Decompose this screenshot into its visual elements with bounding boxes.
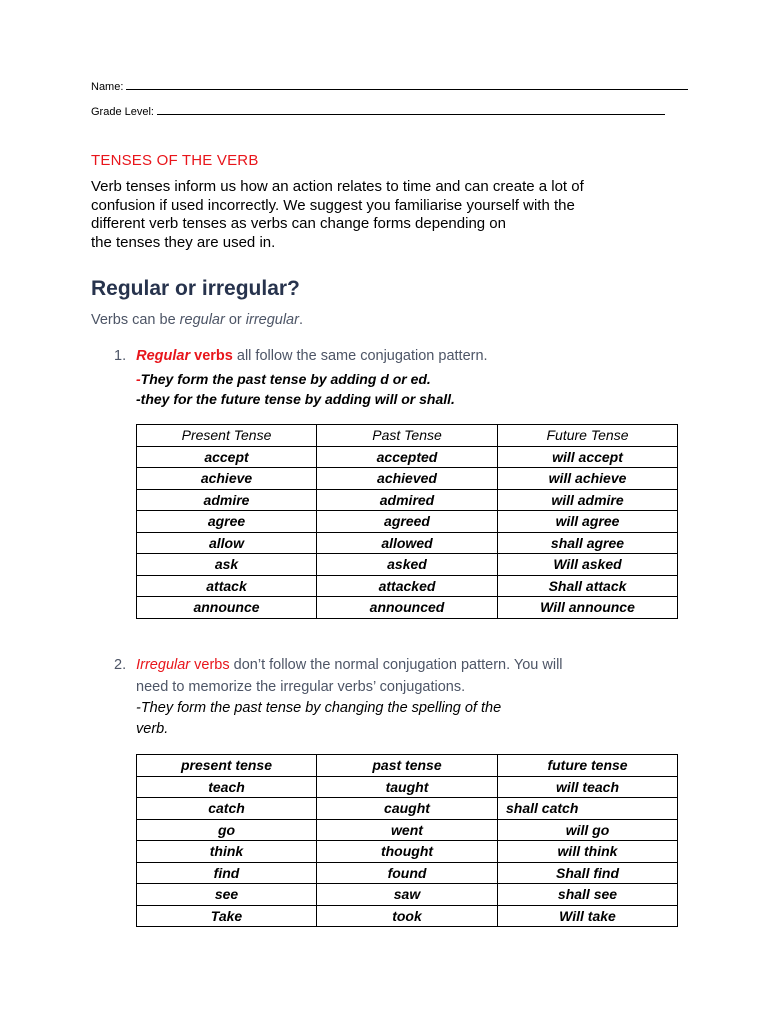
- irregular-rule-1: -They form the past tense by changing the spelling of the: [136, 700, 502, 716]
- rule-text: They form the past tense by adding d or ed.: [140, 371, 431, 387]
- intro-line: Verb tenses inform us how an action relates to time and can create a lot of: [91, 178, 584, 195]
- irregular-verbs-table: [136, 754, 678, 927]
- intro-line: different verb tenses as verbs can change forms depending on: [91, 215, 506, 232]
- list-number: 1.: [114, 348, 127, 364]
- table-cell: achieve: [137, 468, 317, 490]
- name-field[interactable]: [91, 80, 688, 93]
- grade-level-line[interactable]: [157, 105, 665, 115]
- table-cell: see: [137, 884, 317, 906]
- list-number: 2.: [114, 657, 127, 673]
- regular-verbs-item: [114, 348, 488, 364]
- table-row: [137, 819, 678, 841]
- table-cell: accept: [137, 446, 317, 468]
- table-cell: Shall attack: [498, 575, 678, 597]
- table-cell: shall agree: [498, 532, 678, 554]
- table-cell: will achieve: [498, 468, 678, 490]
- regular-rule-2: -they for the future tense by adding will or shall.: [136, 391, 455, 407]
- table-cell: think: [137, 841, 317, 863]
- regular-verbs-title: [136, 348, 233, 364]
- table-cell: caught: [317, 798, 498, 820]
- regular-verbs-table: [136, 424, 678, 619]
- regular-rule-1: [136, 371, 431, 387]
- table-header-cell: Past Tense: [317, 425, 498, 447]
- table-cell: found: [317, 862, 498, 884]
- table-cell: Will asked: [498, 554, 678, 576]
- table-row: [137, 884, 678, 906]
- subtext-regular: regular: [179, 312, 225, 328]
- table-row: [137, 862, 678, 884]
- table-cell: went: [317, 819, 498, 841]
- grade-level-field[interactable]: [91, 105, 665, 118]
- table-cell: will teach: [498, 776, 678, 798]
- table-cell: admire: [137, 489, 317, 511]
- regular-description: all follow the same conjugation pattern.: [232, 348, 488, 364]
- table-row: [137, 468, 678, 490]
- name-label: Name:: [91, 81, 124, 93]
- table-cell: asked: [317, 554, 498, 576]
- intro-line: confusion if used incorrectly. We suggest you familiarise yourself with the: [91, 196, 575, 214]
- table-cell: thought: [317, 841, 498, 863]
- table-cell: catch: [137, 798, 317, 820]
- regular-verbs-word: verbs: [190, 348, 233, 364]
- table-cell: accepted: [317, 446, 498, 468]
- table-cell: will go: [498, 819, 678, 841]
- table-cell: saw: [317, 884, 498, 906]
- table-cell: ask: [137, 554, 317, 576]
- table-cell: Will take: [498, 905, 678, 927]
- irregular-word: Irregular: [136, 657, 191, 673]
- table-cell: took: [317, 905, 498, 927]
- subtext: [91, 312, 303, 328]
- table-cell: announced: [317, 597, 498, 619]
- table-cell: allow: [137, 532, 317, 554]
- irregular-description-line2: need to memorize the irregular verbs’ conjugations.: [136, 679, 466, 695]
- table-cell: agreed: [317, 511, 498, 533]
- table-cell: attacked: [317, 575, 498, 597]
- table-cell: will agree: [498, 511, 678, 533]
- table-cell: will admire: [498, 489, 678, 511]
- table-cell: go: [137, 819, 317, 841]
- table-cell: teach: [137, 776, 317, 798]
- table-row: [137, 597, 678, 619]
- table-header-cell: future tense: [498, 755, 678, 777]
- table-header-cell: Present Tense: [137, 425, 317, 447]
- table-header-cell: past tense: [317, 755, 498, 777]
- table-cell: agree: [137, 511, 317, 533]
- irregular-verbs-word: verbs: [190, 657, 230, 673]
- subtext-irregular: irregular: [245, 312, 299, 328]
- subtext-prefix: Verbs can be: [91, 312, 180, 328]
- irregular-verbs-item: [114, 657, 563, 673]
- table-cell: shall see: [498, 884, 678, 906]
- table-cell: Shall find: [498, 862, 678, 884]
- table-header-row: [137, 425, 678, 447]
- table-row: [137, 905, 678, 927]
- table-cell: admired: [317, 489, 498, 511]
- table-cell: shall catch: [498, 798, 678, 820]
- table-header-cell: Future Tense: [498, 425, 678, 447]
- table-row: [137, 798, 678, 820]
- table-row: [137, 776, 678, 798]
- table-row: [137, 532, 678, 554]
- table-cell: will think: [498, 841, 678, 863]
- section-title: TENSES OF THE VERB: [91, 152, 259, 169]
- table-row: [137, 511, 678, 533]
- table-cell: achieved: [317, 468, 498, 490]
- table-row: [137, 489, 678, 511]
- table-cell: Will announce: [498, 597, 678, 619]
- irregular-verbs-title: [136, 657, 190, 673]
- irregular-rule-2: verb.: [136, 721, 169, 737]
- table-cell: will accept: [498, 446, 678, 468]
- table-cell: announce: [137, 597, 317, 619]
- table-cell: taught: [317, 776, 498, 798]
- intro-line: the tenses they are used in.: [91, 233, 276, 251]
- table-row: [137, 554, 678, 576]
- table-cell: attack: [137, 575, 317, 597]
- table-header-cell: present tense: [137, 755, 317, 777]
- table-header-row: [137, 755, 678, 777]
- name-line[interactable]: [126, 80, 688, 90]
- irregular-description: don’t follow the normal conjugation pattern. You will: [229, 657, 563, 673]
- table-row: [137, 841, 678, 863]
- regular-word: Regular: [136, 348, 191, 364]
- subtext-middle: or: [224, 312, 246, 328]
- table-cell: find: [137, 862, 317, 884]
- table-row: [137, 446, 678, 468]
- grade-level-label: Grade Level:: [91, 106, 154, 118]
- subtext-suffix: .: [298, 312, 303, 328]
- page-heading: Regular or irregular?: [91, 277, 300, 300]
- rule-dash: -: [136, 371, 141, 387]
- table-cell: allowed: [317, 532, 498, 554]
- intro-paragraph: [91, 178, 691, 252]
- table-cell: Take: [137, 905, 317, 927]
- table-row: [137, 575, 678, 597]
